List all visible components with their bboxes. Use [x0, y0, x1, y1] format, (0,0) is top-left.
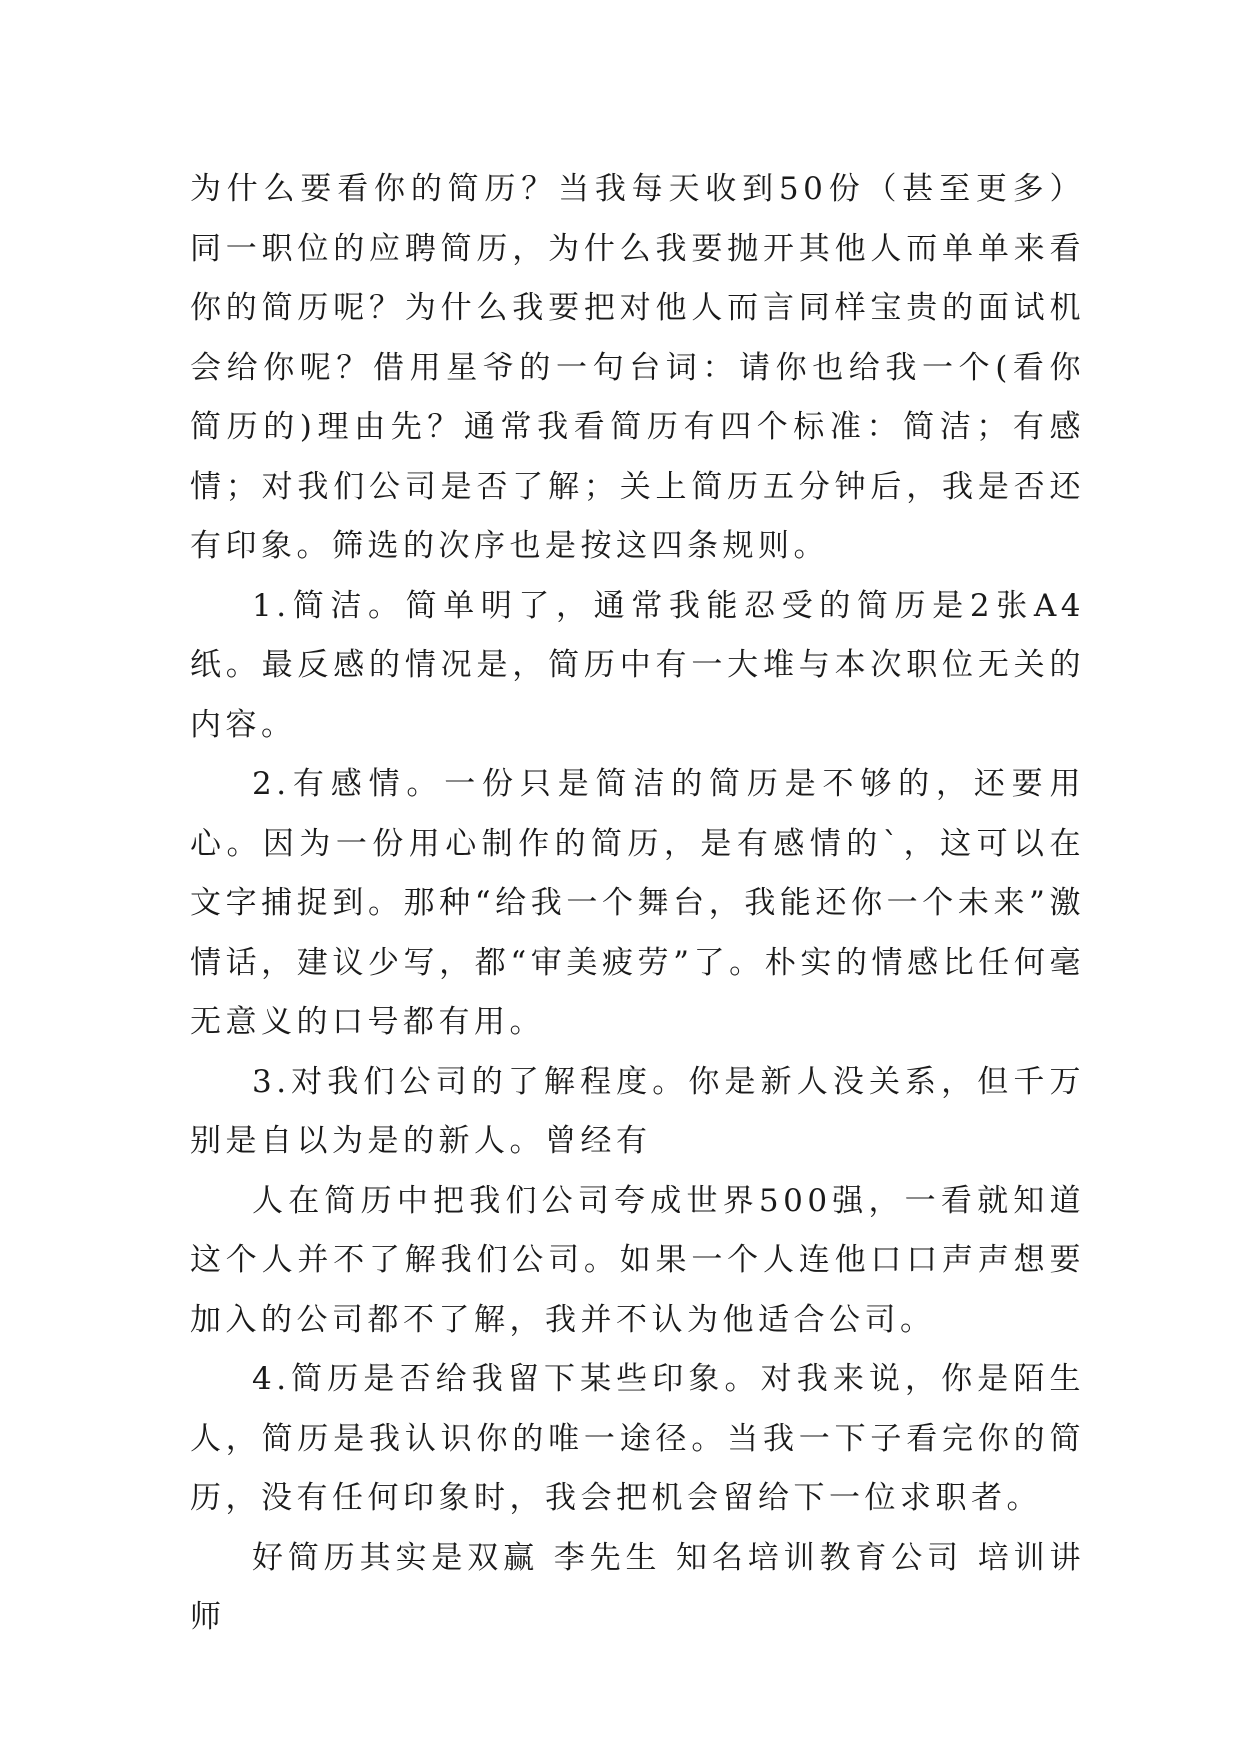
paragraph-intro: 为什么要看你的简历？当我每天收到50份（甚至更多）同一职位的应聘简历，为什么我要抛开其他人而单单来看你的简历呢？为什么我要把对他人而言同样宝贵的面试机会给你呢？借用星爷的一句台词：请你也给我一个(看你简历的)理由先？通常我看简历有四个标准：简洁；有感情；对我们公司是否了解；关上简历五分钟后，我是否还有印象。筛选的次序也是按这四条规则。 [190, 171, 1085, 564]
paragraph-point-2: 2.有感情。一份只是简洁的简历是不够的，还要用心。因为一份用心制作的简历，是有感情的`，这可以在文字捕捉到。那种“给我一个舞台，我能还你一个未来”激情话，建议少写，都“审美疲劳”了。朴实的情感比任何毫无意义的口号都有用。 [190, 766, 1085, 1040]
paragraph-point-3: 3.对我们公司的了解程度。你是新人没关系，但千万别是自以为是的新人。曾经有 [190, 1063, 1085, 1159]
paragraph-point-3-continued: 人在简历中把我们公司夸成世界500强，一看就知道这个人并不了解我们公司。如果一个人连他口口声声想要加入的公司都不了解，我并不认为他适合公司。 [190, 1182, 1085, 1338]
body-text [190, 160, 1085, 1648]
paragraph-point-1: 1.简洁。简单明了，通常我能忍受的简历是2张A4纸。最反感的情况是，简历中有一大堆与本次职位无关的内容。 [190, 587, 1085, 743]
paragraph-closing: 好简历其实是双赢 李先生 知名培训教育公司 培训讲师 [190, 1539, 1085, 1635]
paragraph-point-4: 4.简历是否给我留下某些印象。对我来说，你是陌生人，简历是我认识你的唯一途径。当我一下子看完你的简历，没有任何印象时，我会把机会留给下一位求职者。 [190, 1361, 1085, 1516]
